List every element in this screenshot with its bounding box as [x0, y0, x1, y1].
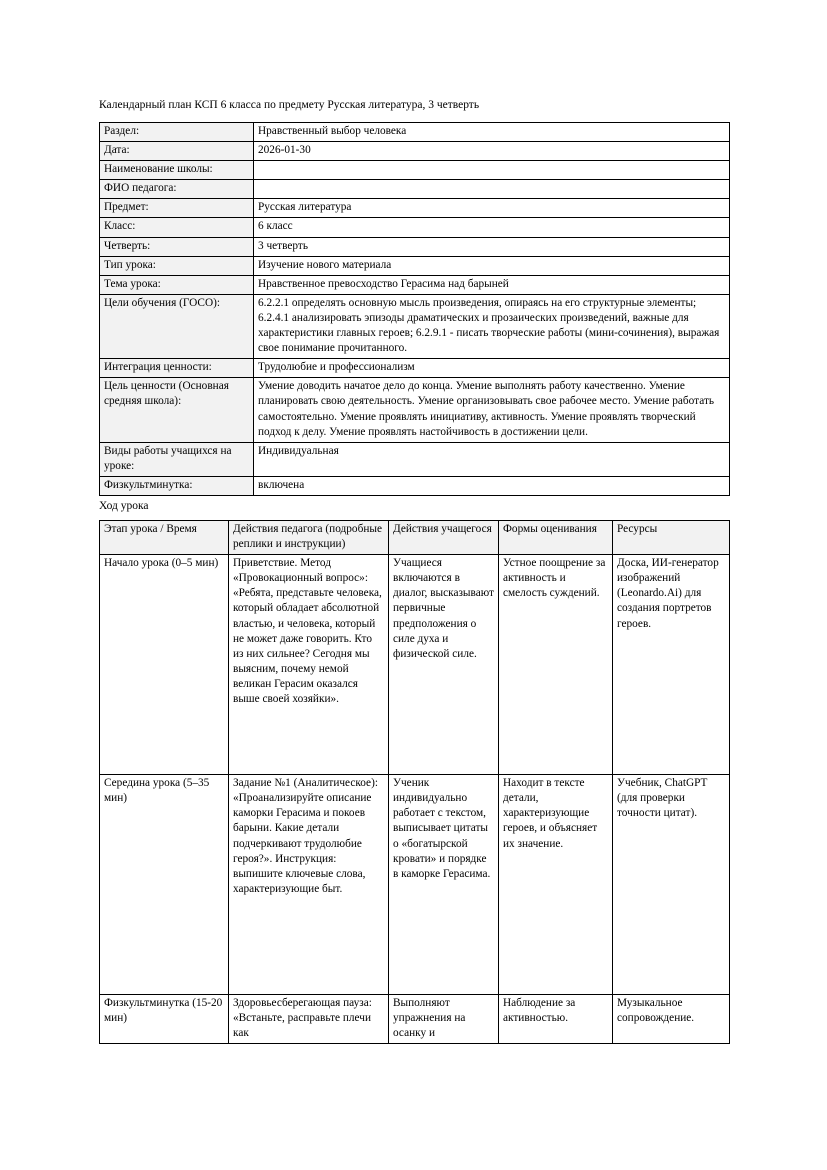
table-row [100, 256, 730, 275]
info-value: Трудолюбие и профессионализм [254, 359, 730, 378]
table-row [100, 275, 730, 294]
info-value [254, 161, 730, 180]
table-row [100, 555, 730, 775]
table-row [100, 995, 730, 1044]
info-value: 2026-01-30 [254, 142, 730, 161]
cell-stage: Середина урока (5–35 мин) [100, 775, 229, 995]
table-row [100, 180, 730, 199]
cell-stage: Физкультминутка (15-20 мин) [100, 995, 229, 1044]
info-label: Тип урока: [100, 256, 254, 275]
lesson-flow-header [100, 520, 730, 554]
info-label: Класс: [100, 218, 254, 237]
info-value: Нравственное превосходство Герасима над барыней [254, 275, 730, 294]
table-row [100, 199, 730, 218]
column-header-stage: Этап урока / Время [100, 520, 229, 554]
cell-resources: Музыкальное сопровождение. [613, 995, 730, 1044]
cell-assessment: Устное поощрение за активность и смелость суждений. [499, 555, 613, 775]
info-value [254, 180, 730, 199]
info-value: Русская литература [254, 199, 730, 218]
cell-teacher-actions: Приветствие. Метод «Провокационный вопрос»: «Ребята, представьте человека, который обладает абсолютной властью, и человека, который не может даже говорить. Кто из них сильнее? Сегодня мы выясним, почему немой великан Герасим оказался выше своей хозяйки». [229, 555, 389, 775]
table-row [100, 142, 730, 161]
table-row [100, 476, 730, 495]
table-row [100, 218, 730, 237]
info-label: ФИО педагога: [100, 180, 254, 199]
lesson-info-body [100, 123, 730, 496]
info-label: Цели обучения (ГОСО): [100, 294, 254, 358]
lesson-flow-body [100, 555, 730, 1044]
info-value: включена [254, 476, 730, 495]
cell-student-actions: Выполняют упражнения на осанку и [389, 995, 499, 1044]
cell-resources: Учебник, ChatGPT (для проверки точности цитат). [613, 775, 730, 995]
document-content [99, 98, 729, 1044]
lesson-flow-table [99, 520, 730, 1044]
table-row [100, 161, 730, 180]
page-title: Календарный план КСП 6 класса по предмету Русская литература, 3 четверть [99, 99, 480, 111]
table-row [100, 359, 730, 378]
column-header-assessment-forms: Формы оценивания [499, 520, 613, 554]
info-value: Индивидуальная [254, 442, 730, 476]
table-row [100, 237, 730, 256]
lesson-flow-heading: Ход урока [99, 499, 149, 512]
table-header-row [100, 520, 730, 554]
info-label: Дата: [100, 142, 254, 161]
table-row [100, 775, 730, 995]
cell-teacher-actions: Здоровьесберегающая пауза: «Встаньте, расправьте плечи как [229, 995, 389, 1044]
table-row [100, 378, 730, 442]
column-header-student-actions: Действия учащегося [389, 520, 499, 554]
cell-teacher-actions: Задание №1 (Аналитическое): «Проанализируйте описание каморки Герасима и покоев барыни. Какие детали подчеркивают трудолюбие героя?». Инструкция: выпишите ключевые слова, характеризующие быт. [229, 775, 389, 995]
info-label: Четверть: [100, 237, 254, 256]
cell-stage: Начало урока (0–5 мин) [100, 555, 229, 775]
info-value: Умение доводить начатое дело до конца. Умение выполнять работу качественно. Умение планировать свою деятельность. Умение организовывать свое рабочее место. Умение работать самостоятельно. Умение проявлять инициативу, активность. Умение проявлять творческий подход к делу. Умение проявлять настойчивость в достижении цели. [254, 378, 730, 442]
info-value: 6 класс [254, 218, 730, 237]
info-label: Тема урока: [100, 275, 254, 294]
info-label: Наименование школы: [100, 161, 254, 180]
cell-student-actions: Учащиеся включаются в диалог, высказывают первичные предположения о силе духа и физической силе. [389, 555, 499, 775]
table-row [100, 123, 730, 142]
cell-assessment: Находит в тексте детали, характеризующие героев, и объясняет их значение. [499, 775, 613, 995]
info-value: Изучение нового материала [254, 256, 730, 275]
info-label: Предмет: [100, 199, 254, 218]
cell-student-actions: Ученик индивидуально работает с текстом, выписывает цитаты о «богатырской кровати» и порядке в каморке Герасима. [389, 775, 499, 995]
info-label: Виды работы учащихся на уроке: [100, 442, 254, 476]
table-row [100, 442, 730, 476]
cell-resources: Доска, ИИ-генератор изображений (Leonardo.Ai) для создания портретов героев. [613, 555, 730, 775]
info-label: Раздел: [100, 123, 254, 142]
lesson-info-table [99, 122, 730, 496]
info-value: Нравственный выбор человека [254, 123, 730, 142]
info-label: Цель ценности (Основная средняя школа): [100, 378, 254, 442]
info-label: Интеграция ценности: [100, 359, 254, 378]
table-row [100, 294, 730, 358]
info-value: 6.2.2.1 определять основную мысль произведения, опираясь на его структурные элементы; 6.2.4.1 анализировать эпизоды драматических и прозаических произведений, важные для характеристики главных героев; 6.2.9.1 - писать творческие работы (мини-сочинения), выражая свое понимание прочитанного. [254, 294, 730, 358]
column-header-resources: Ресурсы [613, 520, 730, 554]
column-header-teacher-actions: Действия педагога (подробные реплики и инструкции) [229, 520, 389, 554]
info-label: Физкультминутка: [100, 476, 254, 495]
cell-assessment: Наблюдение за активностью. [499, 995, 613, 1044]
info-value: 3 четверть [254, 237, 730, 256]
